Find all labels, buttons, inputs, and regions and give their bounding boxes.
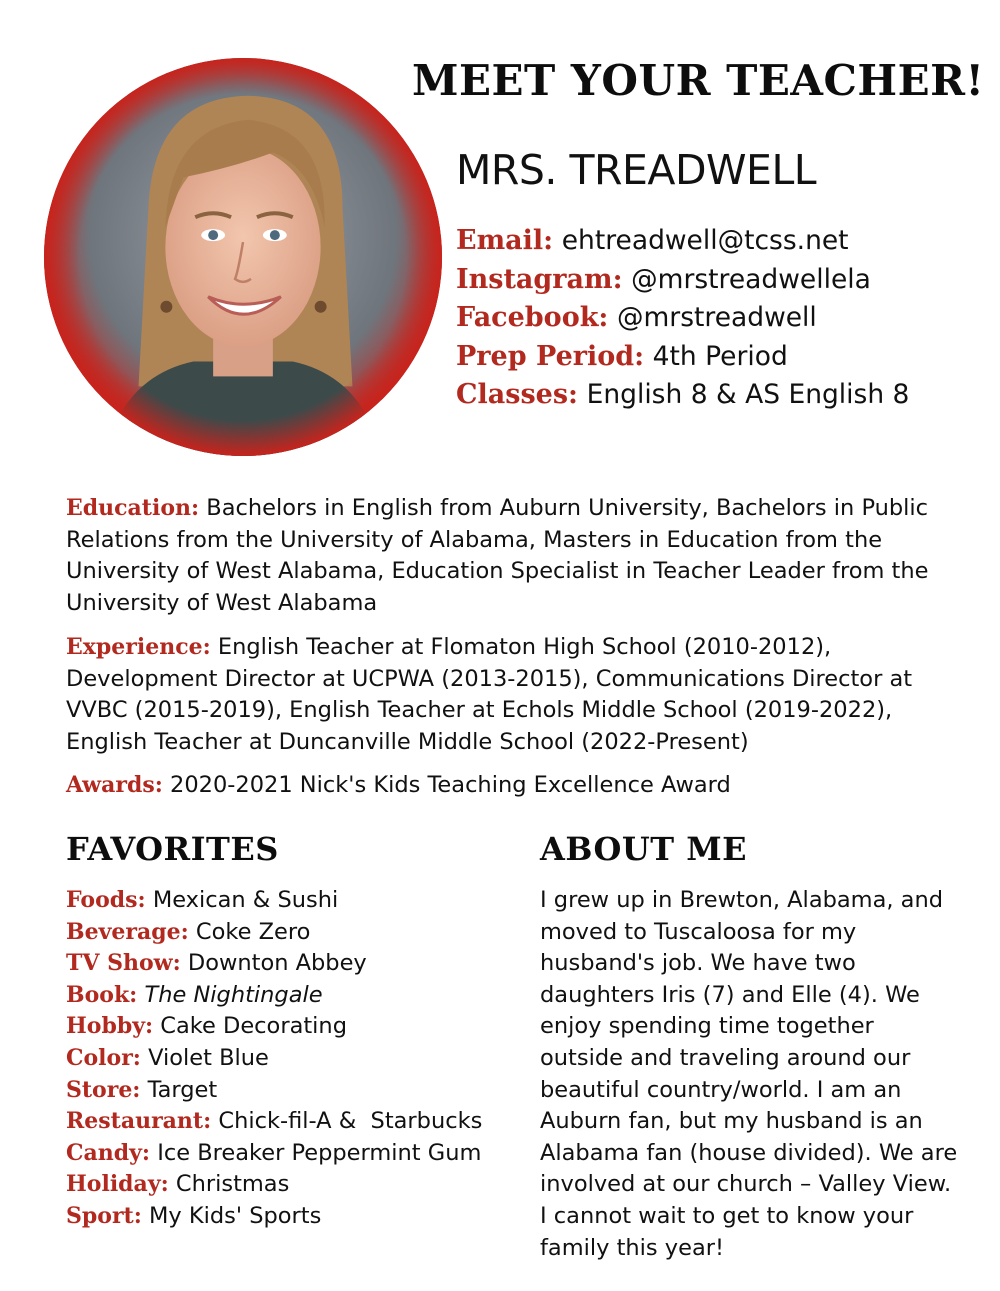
- list-item: [66, 1075, 526, 1107]
- favorite-label: Candy:: [66, 1139, 151, 1166]
- facebook-value: @mrstreadwell: [616, 302, 817, 333]
- favorite-label: Store:: [66, 1076, 141, 1103]
- contact-email: [456, 222, 996, 261]
- contact-classes: [456, 376, 996, 415]
- prep-period-value: 4th Period: [652, 340, 788, 372]
- contact-instagram: [456, 261, 996, 300]
- teacher-name: MRS. TREADWELL: [456, 146, 817, 194]
- favorite-value: The Nightingale: [144, 981, 323, 1008]
- favorite-label: Color:: [66, 1044, 141, 1071]
- favorite-value: Downton Abbey: [187, 950, 367, 977]
- favorite-value: Target: [147, 1076, 218, 1103]
- awards-paragraph: [66, 770, 946, 802]
- favorite-label: Beverage:: [66, 918, 189, 945]
- contact-label: Email:: [456, 225, 554, 256]
- list-item: [66, 1106, 526, 1138]
- experience-text: English Teacher at Flomaton High School (2010-2012), Development Director at UCPWA (2013-2015), Communications Director at VVBC (2015-2019), English Teacher at Echols Middle School (2019-2022), English Teacher at Duncanville Middle School (2022-Present): [66, 634, 913, 755]
- favorite-label: Hobby:: [66, 1013, 154, 1040]
- favorite-value: Christmas: [175, 1171, 290, 1198]
- contact-label: Classes:: [456, 379, 578, 410]
- contact-label: Prep Period:: [456, 340, 645, 372]
- education-text: Bachelors in English from Auburn University, Bachelors in Public Relations from the University of Alabama, Masters in Education from the University of West Alabama, Education Specialist in Teacher Leader from the University of West Alabama: [66, 495, 929, 616]
- favorites-heading: FAVORITES: [66, 830, 279, 868]
- contact-label: Instagram:: [456, 263, 623, 295]
- contact-facebook: [456, 299, 996, 338]
- list-item: [66, 1138, 526, 1170]
- favorite-value: Cake Decorating: [160, 1013, 347, 1040]
- education-label: Education:: [66, 495, 200, 521]
- education-paragraph: [66, 493, 946, 619]
- page-title: MEET YOUR TEACHER!: [412, 56, 985, 105]
- favorite-value: Ice Breaker Peppermint Gum: [157, 1139, 482, 1166]
- contact-label: Facebook:: [456, 302, 609, 333]
- about-me-text: I grew up in Brewton, Alabama, and moved to Tuscaloosa for my husband's job. We have two daughters Iris (7) and Elle (4). We enjoy spending time together outside and traveling around our beautiful country/world. I am an Auburn fan, but my husband is an Alabama fan (house divided). We are involved at our church – Valley View. I cannot wait to get to know your family this year!: [540, 887, 958, 1261]
- favorite-label: TV Show:: [66, 950, 181, 977]
- list-item: [66, 1043, 526, 1075]
- favorite-label: Sport:: [66, 1202, 142, 1229]
- awards-label: Awards:: [66, 772, 163, 798]
- favorite-value: Coke Zero: [195, 918, 311, 945]
- teacher-portrait: [44, 58, 442, 456]
- about-heading: ABOUT ME: [540, 830, 748, 868]
- awards-text: 2020-2021 Nick's Kids Teaching Excellence Award: [170, 772, 731, 798]
- list-item: [66, 948, 526, 980]
- list-item: [66, 917, 526, 949]
- list-item: [66, 1011, 526, 1043]
- list-item: [66, 1169, 526, 1201]
- experience-paragraph: [66, 632, 946, 758]
- favorite-label: Foods:: [66, 887, 146, 913]
- list-item: [66, 980, 526, 1012]
- classes-value: English 8 & AS English 8: [586, 379, 910, 410]
- favorite-label: Holiday:: [66, 1171, 169, 1198]
- favorite-value: Violet Blue: [148, 1044, 269, 1071]
- list-item: [66, 1201, 526, 1233]
- experience-label: Experience:: [66, 634, 211, 660]
- contact-prep-period: [456, 338, 996, 377]
- email-value: ehtreadwell@tcss.net: [561, 225, 849, 256]
- favorites-list: [66, 885, 526, 1233]
- favorite-label: Restaurant:: [66, 1108, 212, 1135]
- favorite-value: My Kids' Sports: [148, 1202, 322, 1229]
- list-item: [66, 885, 526, 917]
- contact-info: [456, 222, 996, 415]
- favorite-label: Book:: [66, 981, 138, 1008]
- favorite-value: Mexican & Sushi: [152, 887, 339, 913]
- favorite-value: Chick-fil-A & Starbucks: [218, 1108, 483, 1135]
- instagram-value: @mrstreadwellela: [631, 263, 871, 295]
